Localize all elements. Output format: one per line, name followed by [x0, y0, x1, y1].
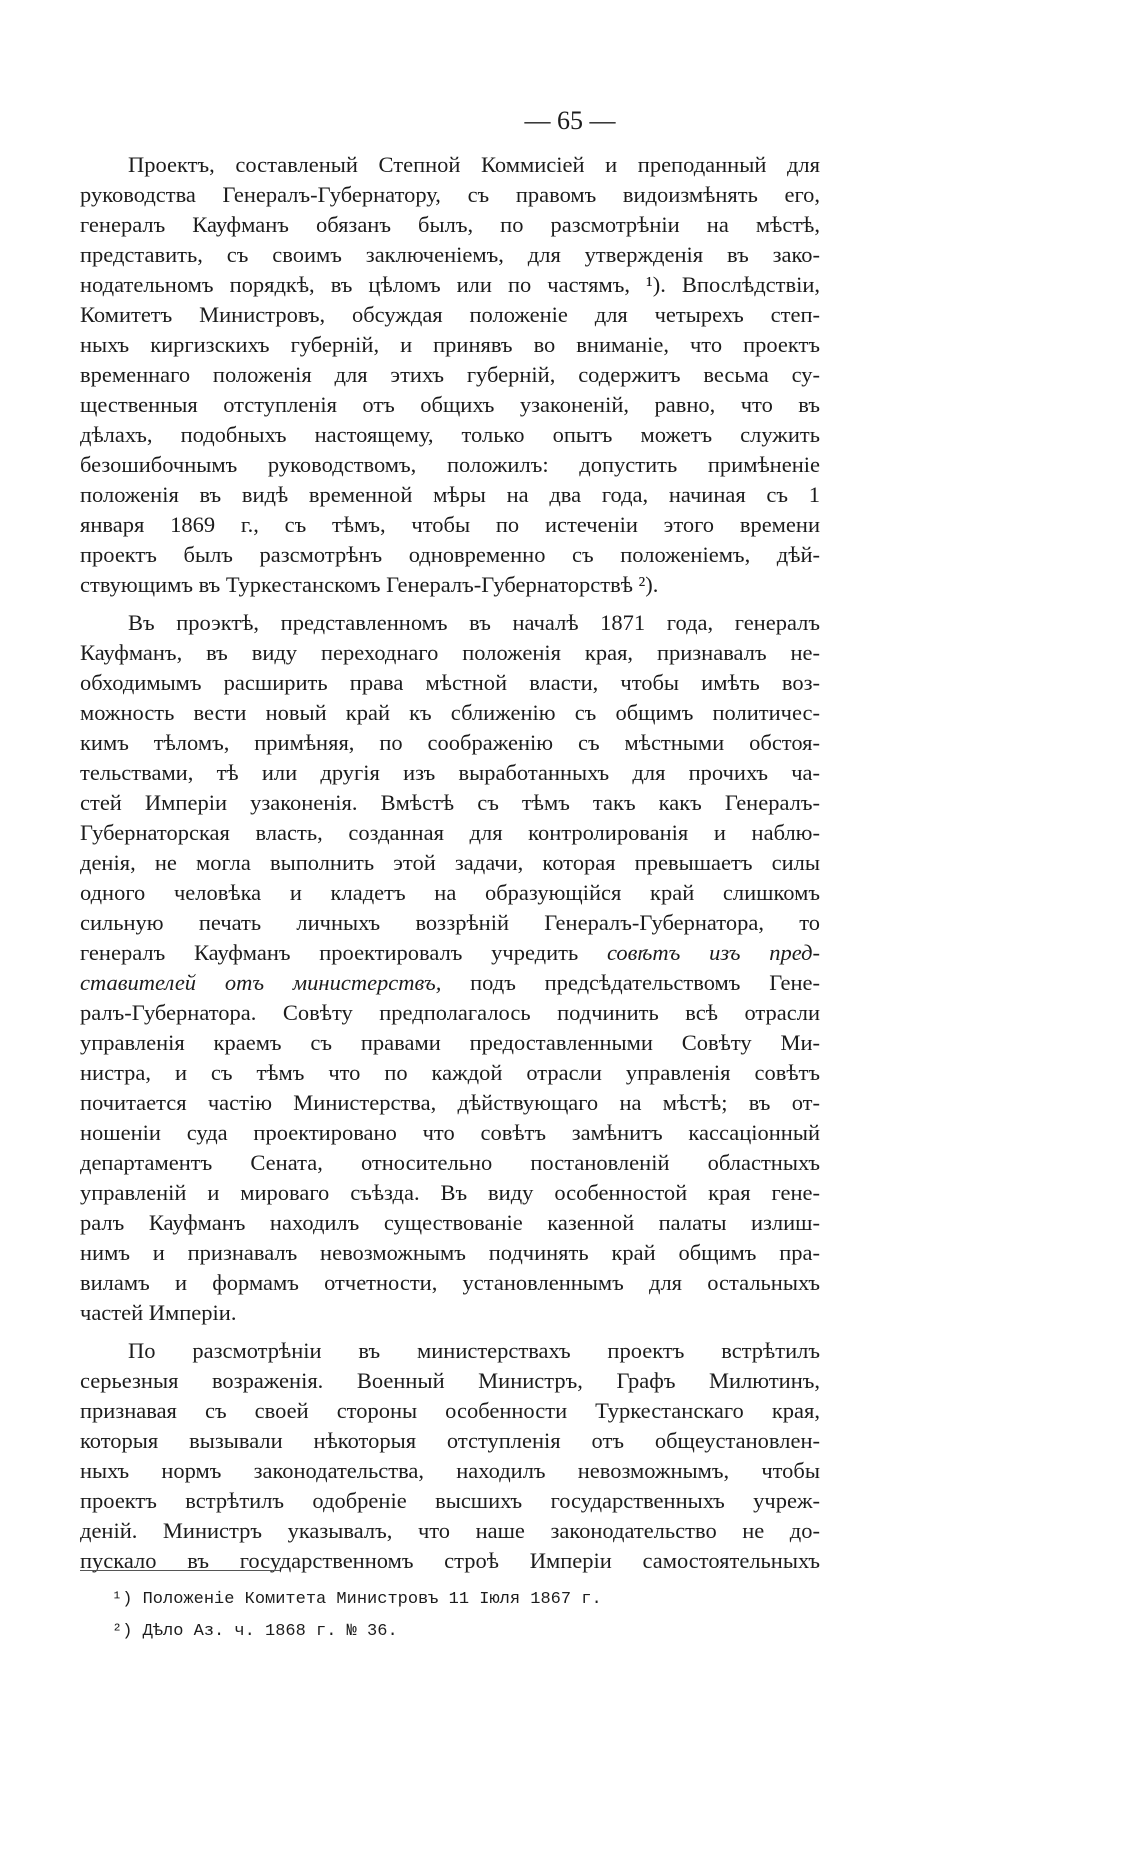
text-line: кимъ тѣломъ, примѣняя, по соображенію съ мѣстными обстоя- — [80, 730, 820, 755]
text-line: дѣлахъ, подобныхъ настоящему, только опытъ можетъ служить — [80, 422, 820, 447]
text-line: щественныя отступленія отъ общихъ узаконеній, равно, что въ — [80, 392, 820, 417]
text-line: руководства Генералъ-Губернатору, съ правомъ видоизмѣнять его, — [80, 182, 820, 207]
text-line: обходимымъ расширить права мѣстной власти, чтобы имѣть воз- — [80, 670, 820, 695]
text-line: Проектъ, составленый Степной Коммисіей и преподанный для — [128, 152, 820, 177]
text-line: почитается частію Министерства, дѣйствующаго на мѣстѣ; въ от- — [80, 1090, 820, 1115]
text-line: управленія краемъ съ правами предоставленными Совѣту Ми- — [80, 1030, 820, 1055]
text-line: временнаго положенія для этихъ губерній, содержитъ весьма су- — [80, 362, 820, 387]
paragraph-1 — [80, 150, 820, 600]
text-line: Губернаторская власть, созданная для контролированія и наблю- — [80, 820, 820, 845]
text-line: департаментъ Сената, относительно постановленій областныхъ — [80, 1150, 820, 1175]
text-line: Въ проэктѣ, представленномъ въ началѣ 1871 года, генералъ — [128, 610, 820, 635]
text-line: января 1869 г., съ тѣмъ, чтобы по истеченіи этого времени — [80, 512, 820, 537]
text-line: ралъ-Губернатора. Совѣту предполагалось подчинить всѣ отрасли — [80, 1000, 820, 1025]
footnote-2: ²) Дѣло Аз. ч. 1868 г. № 36. — [112, 1622, 398, 1641]
footnotes — [112, 1584, 792, 1648]
text-line: ношеніи суда проектировано что совѣтъ замѣнитъ кассаціонный — [80, 1120, 820, 1145]
page-number: — 65 — — [524, 106, 616, 135]
text-line: нимъ и признавалъ невозможнымъ подчинять край общимъ пра- — [80, 1240, 820, 1265]
text-line: частей Имперіи. — [80, 1300, 237, 1325]
italic-phrase: ставителей отъ министерствъ, — [80, 970, 442, 995]
text-line: стей Имперіи узаконенія. Вмѣстѣ съ тѣмъ такъ какъ Генералъ- — [80, 790, 820, 815]
text-line: серьезныя возраженія. Военный Министръ, Графъ Милютинъ, — [80, 1368, 820, 1393]
text-line: нистра, и съ тѣмъ что по каждой отрасли управленія совѣтъ — [80, 1060, 820, 1085]
text-line: одного человѣка и кладетъ на образующійся край слишкомъ — [80, 880, 820, 905]
text-line: сильную печать личныхъ воззрѣній Генералъ-Губернатора, то — [80, 910, 820, 935]
text-line: ралъ Кауфманъ находилъ существованіе казенной палаты излиш- — [80, 1210, 820, 1235]
italic-phrase: совѣтъ изъ пред- — [606, 940, 820, 965]
text-line-with-italic: генералъ Кауфманъ проектировалъ учредить совѣтъ изъ пред- — [80, 940, 820, 965]
text-line: управленій и мироваго съѣзда. Въ виду особенностой края гене- — [80, 1180, 820, 1205]
text-line: представить, съ своимъ заключеніемъ, для утвержденія въ зако- — [80, 242, 820, 267]
paragraph-3 — [80, 1336, 820, 1576]
text-line: Кауфманъ, въ виду переходнаго положенія края, признавалъ не- — [80, 640, 820, 665]
text-line: проектъ встрѣтилъ одобреніе высшихъ государственныхъ учреж- — [80, 1488, 820, 1513]
text-line: денія, не могла выполнить этой задачи, которая превышаетъ силы — [80, 850, 820, 875]
text-line: ныхъ киргизскихъ губерній, и принявъ во вниманіе, что проектъ — [80, 332, 820, 357]
text-line: безошибочнымъ руководствомъ, положилъ: допустить примѣненіе — [80, 452, 820, 477]
text-line: По разсмотрѣніи въ министерствахъ проектъ встрѣтилъ — [128, 1338, 820, 1363]
text-line: пускало въ государственномъ строѣ Имперіи самостоятельныхъ — [80, 1548, 820, 1573]
text-line: можность вести новый край къ сближенію съ общимъ политичес- — [80, 700, 820, 725]
text-line: ствующимъ въ Туркестанскомъ Генералъ-Губернаторствѣ ²). — [80, 572, 659, 597]
body-text — [80, 150, 820, 1576]
text-line: признавая съ своей стороны особенности Туркестанскаго края, — [80, 1398, 820, 1423]
text-line: нодательномъ порядкѣ, въ цѣломъ или по частямъ, ¹). Впослѣдствіи, — [80, 272, 820, 297]
text-line: тельствами, тѣ или другія изъ выработанныхъ для прочихъ ча- — [80, 760, 820, 785]
text-line: виламъ и формамъ отчетности, установленнымъ для остальныхъ — [80, 1270, 820, 1295]
text-line: которыя вызывали нѣкоторыя отступленія отъ общеустановлен- — [80, 1428, 820, 1453]
text-line: деній. Министръ указывалъ, что наше законодательство не до- — [80, 1518, 820, 1543]
text-line: ныхъ нормъ законодательства, находилъ невозможнымъ, чтобы — [80, 1458, 820, 1483]
text-line: положенія въ видѣ временной мѣры на два года, начиная съ 1 — [80, 482, 820, 507]
text-line: проектъ былъ разсмотрѣнъ одновременно съ положеніемъ, дѣй- — [80, 542, 820, 567]
footnote-divider — [80, 1570, 280, 1571]
text-line-with-italic: ставителей отъ министерствъ, подъ предсѣдательствомъ Гене- — [80, 970, 820, 995]
text-line: Комитетъ Министровъ, обсуждая положеніе для четырехъ степ- — [80, 302, 820, 327]
paragraph-2 — [80, 608, 820, 1328]
text-line: генералъ Кауфманъ обязанъ былъ, по разсмотрѣніи на мѣстѣ, — [80, 212, 820, 237]
footnote-1: ¹) Положеніе Комитета Министровъ 11 Іюля 1867 г. — [112, 1590, 602, 1609]
